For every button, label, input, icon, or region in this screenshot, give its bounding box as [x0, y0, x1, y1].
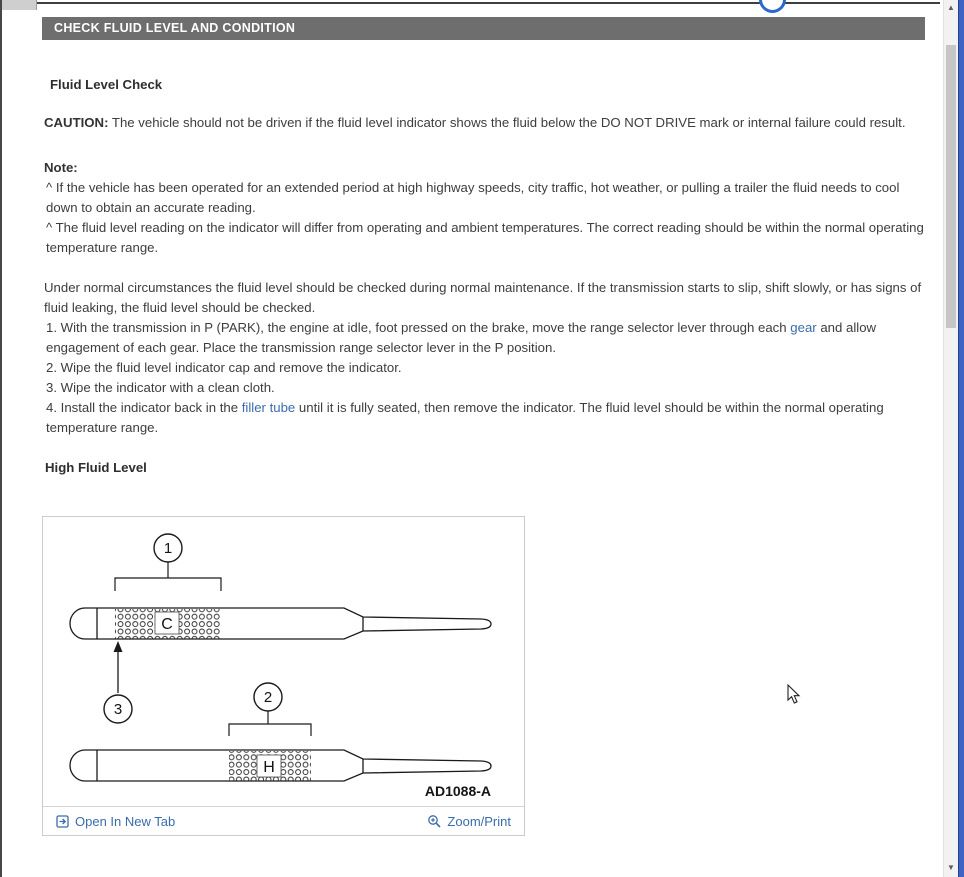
vertical-scrollbar[interactable] [943, 0, 958, 877]
intro-paragraph: Under normal circumstances the fluid level should be checked during normal maintenance. If the transmission starts to slip, shift slowly, or has signs of fluid leaking, the fluid level should be checked. [44, 280, 922, 315]
note-item-2: ^ The fluid level reading on the indicator will differ from operating and ambient temperatures. The correct reading should be within the normal operating temperature range. [46, 220, 924, 255]
mark-h-label: H [263, 759, 275, 776]
callout-3-label: 3 [113, 701, 123, 718]
callout-1-bracket [115, 578, 221, 591]
callout-3-arrowhead [114, 641, 123, 652]
step-4-text: 4. Install the indicator back in the [46, 400, 242, 415]
partial-badge-icon [759, 0, 786, 13]
callout-2-bracket [229, 724, 311, 736]
step-1 [42, 318, 925, 358]
window-edge-left [0, 0, 2, 877]
top-divider [0, 2, 940, 4]
mark-c-label: C [161, 616, 173, 633]
open-in-new-tab-link[interactable] [56, 814, 175, 829]
callout-1-label: 1 [163, 540, 173, 557]
section-title: CHECK FLUID LEVEL AND CONDITION [54, 21, 296, 35]
caution-paragraph [42, 113, 925, 133]
dipstick-diagram [43, 517, 524, 806]
step-1-text-cont: and allow engagement of each gear. Place the transmission range selector lever in the P position. [46, 320, 877, 355]
figure-toolbar [43, 806, 524, 835]
note-item-1: ^ If the vehicle has been operated for an extended period at high highway speeds, city traffic, hot weather, or pulling a trailer the fluid needs to cool down to obtain an accurate reading. [46, 180, 900, 215]
heading-high-fluid-level: High Fluid Level [45, 460, 147, 475]
zoom-icon [427, 814, 441, 828]
gear-link[interactable]: gear [790, 320, 817, 335]
heading-fluid-level-check: Fluid Level Check [50, 77, 163, 92]
toolbar-fragment [0, 0, 37, 10]
filler-tube-link[interactable]: filler tube [241, 400, 296, 415]
step-4-text-cont: until it is fully seated, then remove the indicator. The fluid level should be within the normal operating temperature range. [46, 400, 884, 435]
note-label: Note: [44, 160, 78, 175]
step-4 [42, 398, 925, 438]
step-3: 3. Wipe the indicator with a clean cloth. [46, 380, 275, 395]
zoom-print-label: Zoom/Print [447, 813, 511, 829]
scrollbar-thumb[interactable] [946, 45, 956, 328]
figure-panel [42, 516, 525, 836]
open-in-new-tab-icon [56, 815, 69, 828]
open-in-new-tab-label: Open In New Tab [75, 813, 176, 829]
document-area [42, 17, 925, 836]
step-2: 2. Wipe the fluid level indicator cap and remove the indicator. [46, 360, 402, 375]
step-1-text: 1. With the transmission in P (PARK), the engine at idle, foot pressed on the brake, move the range selector lever through each [46, 320, 791, 335]
scroll-up-icon[interactable]: ▲ [947, 3, 955, 12]
zoom-print-link[interactable] [427, 814, 511, 829]
scroll-down-icon[interactable]: ▼ [947, 863, 955, 872]
caution-label: CAUTION: [44, 115, 109, 130]
window-edge-accent [958, 0, 964, 877]
caution-text: The vehicle should not be driven if the fluid level indicator shows the fluid below the DO NOT DRIVE mark or internal failure could result. [108, 115, 906, 130]
figure-code: AD1088-A [424, 783, 491, 799]
callout-2-label: 2 [263, 689, 273, 706]
section-header-bar [42, 17, 925, 40]
dipstick-diagram-svg [43, 517, 524, 806]
